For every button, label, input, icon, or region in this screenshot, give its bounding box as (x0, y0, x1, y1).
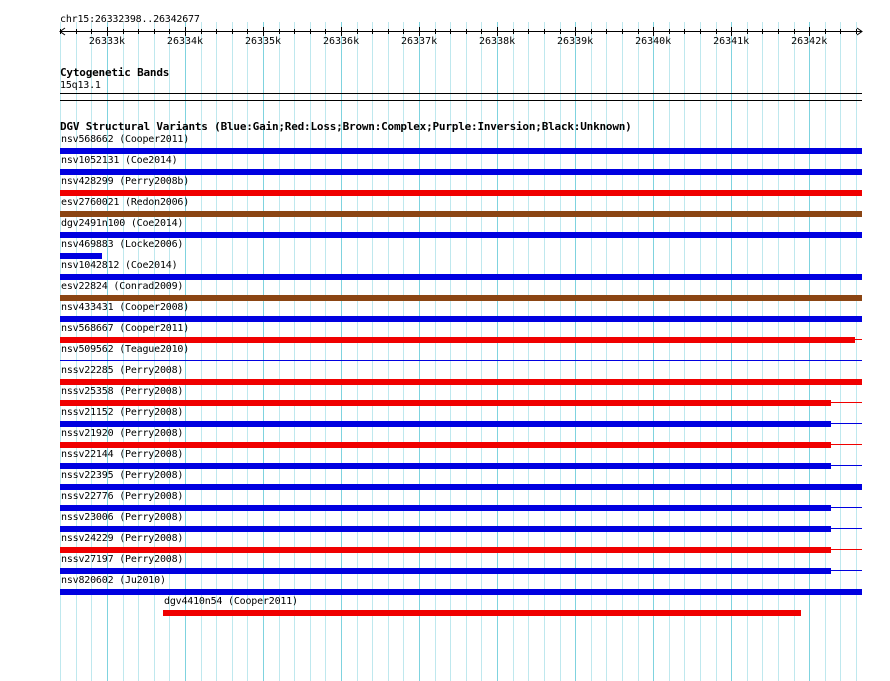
dgv-feature-label[interactable]: nsv568667 (Cooper2011) (61, 323, 190, 334)
dgv-feature-bar[interactable] (163, 610, 801, 616)
dgv-feature-label[interactable]: nsv509562 (Teague2010) (61, 344, 190, 355)
dgv-feature-bar[interactable] (60, 232, 862, 238)
dgv-feature-label[interactable]: nsv820602 (Ju2010) (61, 575, 166, 586)
dgv-feature-label[interactable]: nssv27197 (Perry2008) (61, 554, 184, 565)
dgv-feature-label[interactable]: nsv1042812 (Coe2014) (61, 260, 178, 271)
dgv-feature-bar[interactable] (60, 379, 862, 385)
dgv-feature-bar[interactable] (60, 589, 862, 595)
ruler-tick-label: 26336k (322, 36, 360, 47)
dgv-feature-bar[interactable] (60, 295, 862, 301)
ruler-tick-label: 26334k (166, 36, 204, 47)
dgv-feature-label[interactable]: nsv568662 (Cooper2011) (61, 134, 190, 145)
dgv-feature-bar[interactable] (60, 526, 831, 532)
dgv-feature-label[interactable]: esv22824 (Conrad2009) (61, 281, 184, 292)
ruler-tick-label: 26342k (791, 36, 828, 47)
dgv-feature-bar[interactable] (60, 421, 831, 427)
dgv-track-title: DGV Structural Variants (Blue:Gain;Red:Loss;Brown:Complex;Purple:Inversion;Black:Unknown) (60, 120, 632, 133)
cytoband-label: 15q13.1 (60, 80, 101, 91)
ruler-tick-label: 26339k (557, 36, 594, 47)
ruler-tick-label: 26341k (713, 36, 750, 47)
dgv-feature-bar[interactable] (60, 169, 862, 175)
dgv-feature-bar[interactable] (60, 337, 855, 343)
dgv-feature-bar[interactable] (60, 442, 831, 448)
dgv-feature-label[interactable]: dgv2491n100 (Coe2014) (61, 218, 184, 229)
dgv-feature-label[interactable]: nsv433431 (Cooper2008) (61, 302, 190, 313)
dgv-feature-label[interactable]: nssv21152 (Perry2008) (61, 407, 184, 418)
ruler-tick-label: 26338k (479, 36, 516, 47)
dgv-feature-bar[interactable] (60, 400, 831, 406)
dgv-feature-label[interactable]: nssv25358 (Perry2008) (61, 386, 184, 397)
dgv-feature-label[interactable]: nssv22395 (Perry2008) (61, 470, 184, 481)
dgv-feature-bar[interactable] (60, 253, 102, 259)
dgv-feature-label[interactable]: nsv1052131 (Coe2014) (61, 155, 178, 166)
dgv-feature-label[interactable]: nssv22285 (Perry2008) (61, 365, 184, 376)
dgv-feature-label[interactable]: nssv22776 (Perry2008) (61, 491, 184, 502)
dgv-feature-label[interactable]: nsv428299 (Perry2008b) (61, 176, 190, 187)
ruler-tick-label: 26333k (88, 36, 126, 47)
ruler-tick-label: 26335k (244, 36, 282, 47)
dgv-feature-label[interactable]: nssv22144 (Perry2008) (61, 449, 184, 460)
dgv-feature-label[interactable]: esv2760021 (Redon2006) (61, 197, 190, 208)
dgv-feature-bar[interactable] (60, 211, 862, 217)
dgv-feature-bar[interactable] (60, 190, 862, 196)
dgv-feature-bar[interactable] (60, 547, 831, 553)
dgv-feature-label[interactable]: nsv469883 (Locke2006) (61, 239, 184, 250)
dgv-feature-label[interactable]: nssv23006 (Perry2008) (61, 512, 184, 523)
dgv-feature-label[interactable]: nssv24229 (Perry2008) (61, 533, 184, 544)
dgv-feature-bar[interactable] (60, 505, 831, 511)
dgv-feature-bar[interactable] (60, 274, 862, 280)
dgv-feature-bar[interactable] (60, 568, 831, 574)
dgv-feature-bar[interactable] (60, 316, 862, 322)
dgv-feature-bar[interactable] (60, 484, 862, 490)
dgv-feature-bar[interactable] (60, 463, 831, 469)
dgv-feature-bar[interactable] (60, 148, 862, 154)
cytoband-track-title: Cytogenetic Bands (60, 66, 170, 79)
dgv-feature-label[interactable]: nssv21920 (Perry2008) (61, 428, 184, 439)
location-label: chr15:26332398..26342677 (60, 14, 200, 25)
dgv-feature-label[interactable]: dgv4410n54 (Cooper2011) (164, 596, 298, 607)
ruler-tick-label: 26340k (635, 36, 672, 47)
ruler-tick-label: 26337k (401, 36, 438, 47)
